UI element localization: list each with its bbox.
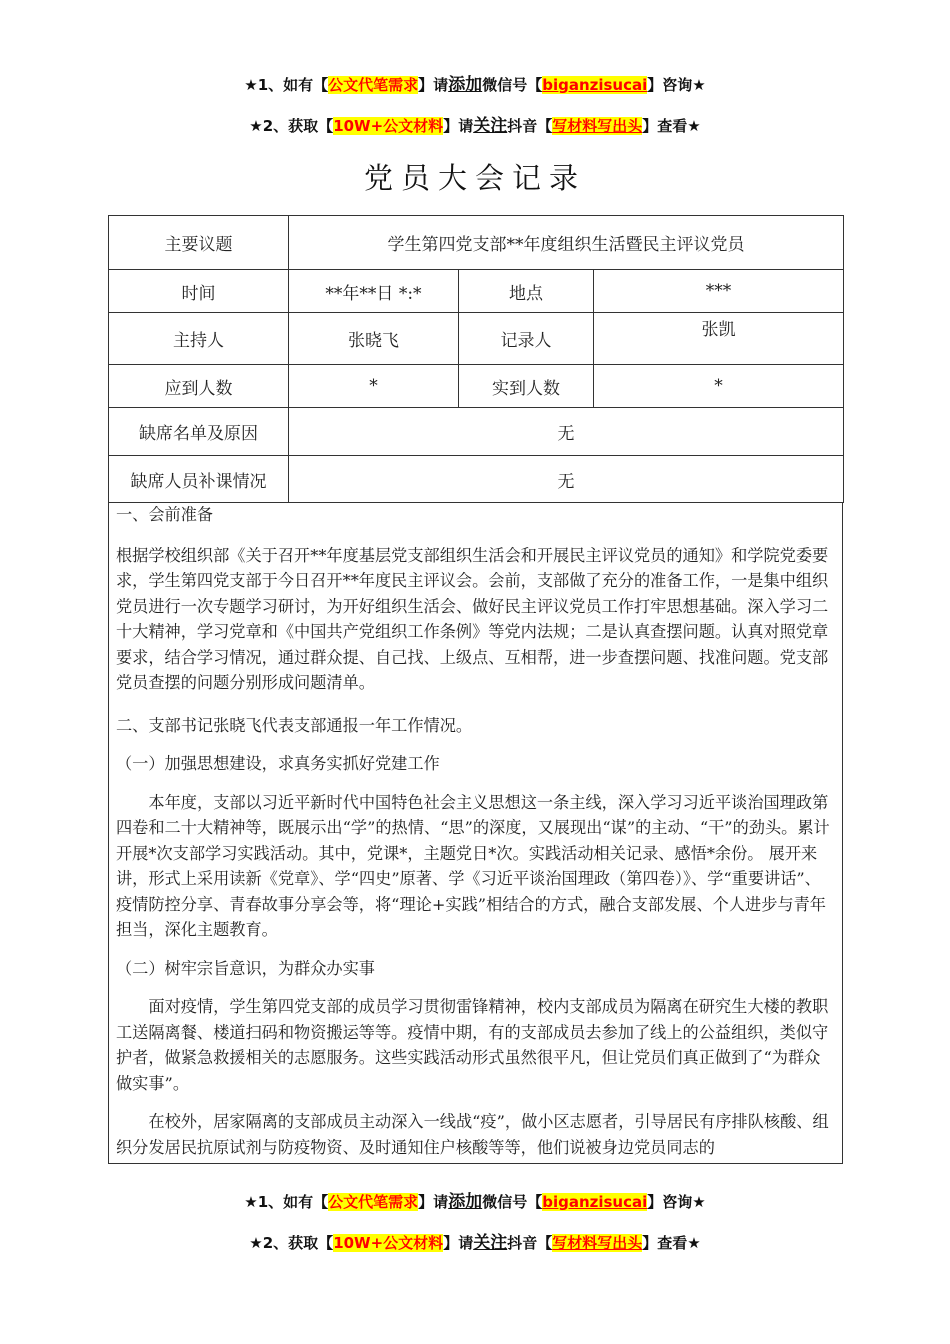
paragraph: 根据学校组织部《关于召开**年度基层党支部组织生活会和开展民主评议党员的通知》和学院党委要求，学生第四党支部于今日召开**年度民主评议会。会前，支部做了充分的准备工作，一是集中组织党员进行一次专题学习研讨，为开好组织生活会、做好民主评议党员工作打牢思想基础。深入学习二十大精神，学习党章和《中国共产党组织工作条例》等党内法规；二是认真查摆问题。认真对照党章要求，结合学习情况，通过群众提、自己找、上级点、互相帮，进一步查摆问题、找准问题。党支部党员查摆的问题分别形成问题清单。 [116, 545, 829, 692]
expected-attendance-value: * [289, 365, 459, 408]
paragraph: 在校外，居家隔离的支部成员主动深入一线战“疫”，做小区志愿者，引导居民有序排队核酸、组织分发居民抗原试剂与防疫物资、及时通知住户核酸等等，他们说被身边党员同志的 [116, 1112, 829, 1157]
place-value: *** [594, 270, 844, 313]
promo-text: 微信号【 [482, 76, 543, 94]
meeting-content [108, 502, 843, 1164]
promo-text: 】请 [418, 76, 449, 94]
table-row [109, 456, 844, 503]
table-row [109, 216, 844, 270]
paragraph: 本年度，支部以习近平新时代中国特色社会主义思想这一条主线，深入学习习近平谈治国理政第四卷和二十大精神等，既展示出“学”的热情、“思”的深度，又展现出“谋”的主动、“干”的劲头。累计开展*次支部学习实践活动。其中，党课*，主题党日*次。实践活动相关记录、感悟*余份。 展开来讲，形式上采用读新《党章》、学“四史”原著、学《习近平谈治国理政（第四卷）》、学“重要讲话”、疫情防控分享、青春故事分享会等，将“理论+实践”相结合的方式，融合支部发展、个人进步与青年担当，深化主题教育。 [116, 792, 830, 939]
promo-line-2-bottom [0, 1228, 950, 1253]
promo-text: 抖音【 [507, 117, 553, 135]
makeup-value: 无 [289, 456, 844, 503]
place-label: 地点 [459, 270, 594, 313]
highlight-tag: 10W+公文材料 [333, 1234, 444, 1252]
expected-attendance-label: 应到人数 [109, 365, 289, 408]
promo-line-2-top [0, 111, 950, 136]
emphasis-text: 添加 [448, 1192, 483, 1212]
wechat-id-link[interactable]: biganzisucai [542, 1193, 648, 1211]
time-label: 时间 [109, 270, 289, 313]
emphasis-text: 关注 [473, 116, 508, 136]
promo-text: 微信号【 [482, 1193, 543, 1211]
emphasis-text: 添加 [448, 75, 483, 95]
subsection-heading: （一）加强思想建设，求真务实抓好党建工作 [116, 754, 440, 773]
promo-text: 】查看★ [642, 1234, 701, 1252]
absent-list-value: 无 [289, 408, 844, 456]
table-row [109, 365, 844, 408]
promo-text: 】请 [443, 1234, 474, 1252]
host-value: 张晓飞 [289, 313, 459, 365]
topic-label: 主要议题 [109, 216, 289, 270]
promo-text: ★2、获取【 [249, 1234, 334, 1252]
promo-line-1-top [0, 70, 950, 95]
topic-value: 学生第四党支部**年度组织生活暨民主评议党员 [289, 216, 844, 270]
subsection-heading: （二）树牢宗旨意识，为群众办实事 [116, 958, 375, 978]
promo-text: ★1、如有【 [244, 1193, 329, 1211]
table-row [109, 408, 844, 456]
promo-text: 】咨询★ [647, 76, 706, 94]
promo-line-1-bottom [0, 1187, 950, 1212]
section-heading: 二、支部书记张晓飞代表支部通报一年工作情况。 [116, 715, 473, 735]
actual-attendance-label: 实到人数 [459, 365, 594, 408]
meeting-info-table [108, 215, 844, 503]
host-label: 主持人 [109, 313, 289, 365]
highlight-tag: 10W+公文材料 [333, 117, 444, 135]
recorder-value: 张凯 [594, 313, 844, 365]
recorder-label: 记录人 [459, 313, 594, 365]
paragraph: 面对疫情，学生第四党支部的成员学习贯彻雷锋精神，校内支部成员为隔离在研究生大楼的教职工送隔离餐、楼道扫码和物资搬运等等。疫情中期，有的支部成员去参加了线上的公益组织，类似守护者，做紧急救援相关的志愿服务。这些实践活动形式虽然很平凡，但让党员们真正做到了“为群众做实事”。 [116, 997, 829, 1093]
promo-text: 】请 [443, 117, 474, 135]
table-row [109, 270, 844, 313]
table-row [109, 313, 844, 365]
promo-text: ★2、获取【 [249, 117, 334, 135]
promo-text: 】咨询★ [647, 1193, 706, 1211]
promo-text: 抖音【 [507, 1234, 553, 1252]
wechat-id-link[interactable]: biganzisucai [542, 76, 648, 94]
makeup-label: 缺席人员补课情况 [109, 456, 289, 503]
promo-text: 】请 [418, 1193, 449, 1211]
emphasis-text: 关注 [473, 1233, 508, 1253]
highlight-tag: 公文代笔需求 [328, 76, 419, 94]
promo-text: 】查看★ [642, 117, 701, 135]
section-heading: 一、会前准备 [116, 505, 214, 524]
highlight-tag: 公文代笔需求 [328, 1193, 419, 1211]
document-title: 党员大会记录 [363, 161, 586, 195]
absent-list-label: 缺席名单及原因 [109, 408, 289, 456]
douyin-account-link[interactable]: 写材料写出头 [552, 117, 643, 135]
actual-attendance-value: * [594, 365, 844, 408]
time-value: **年**日 *:* [289, 270, 459, 313]
promo-text: ★1、如有【 [244, 76, 329, 94]
douyin-account-link[interactable]: 写材料写出头 [552, 1234, 643, 1252]
